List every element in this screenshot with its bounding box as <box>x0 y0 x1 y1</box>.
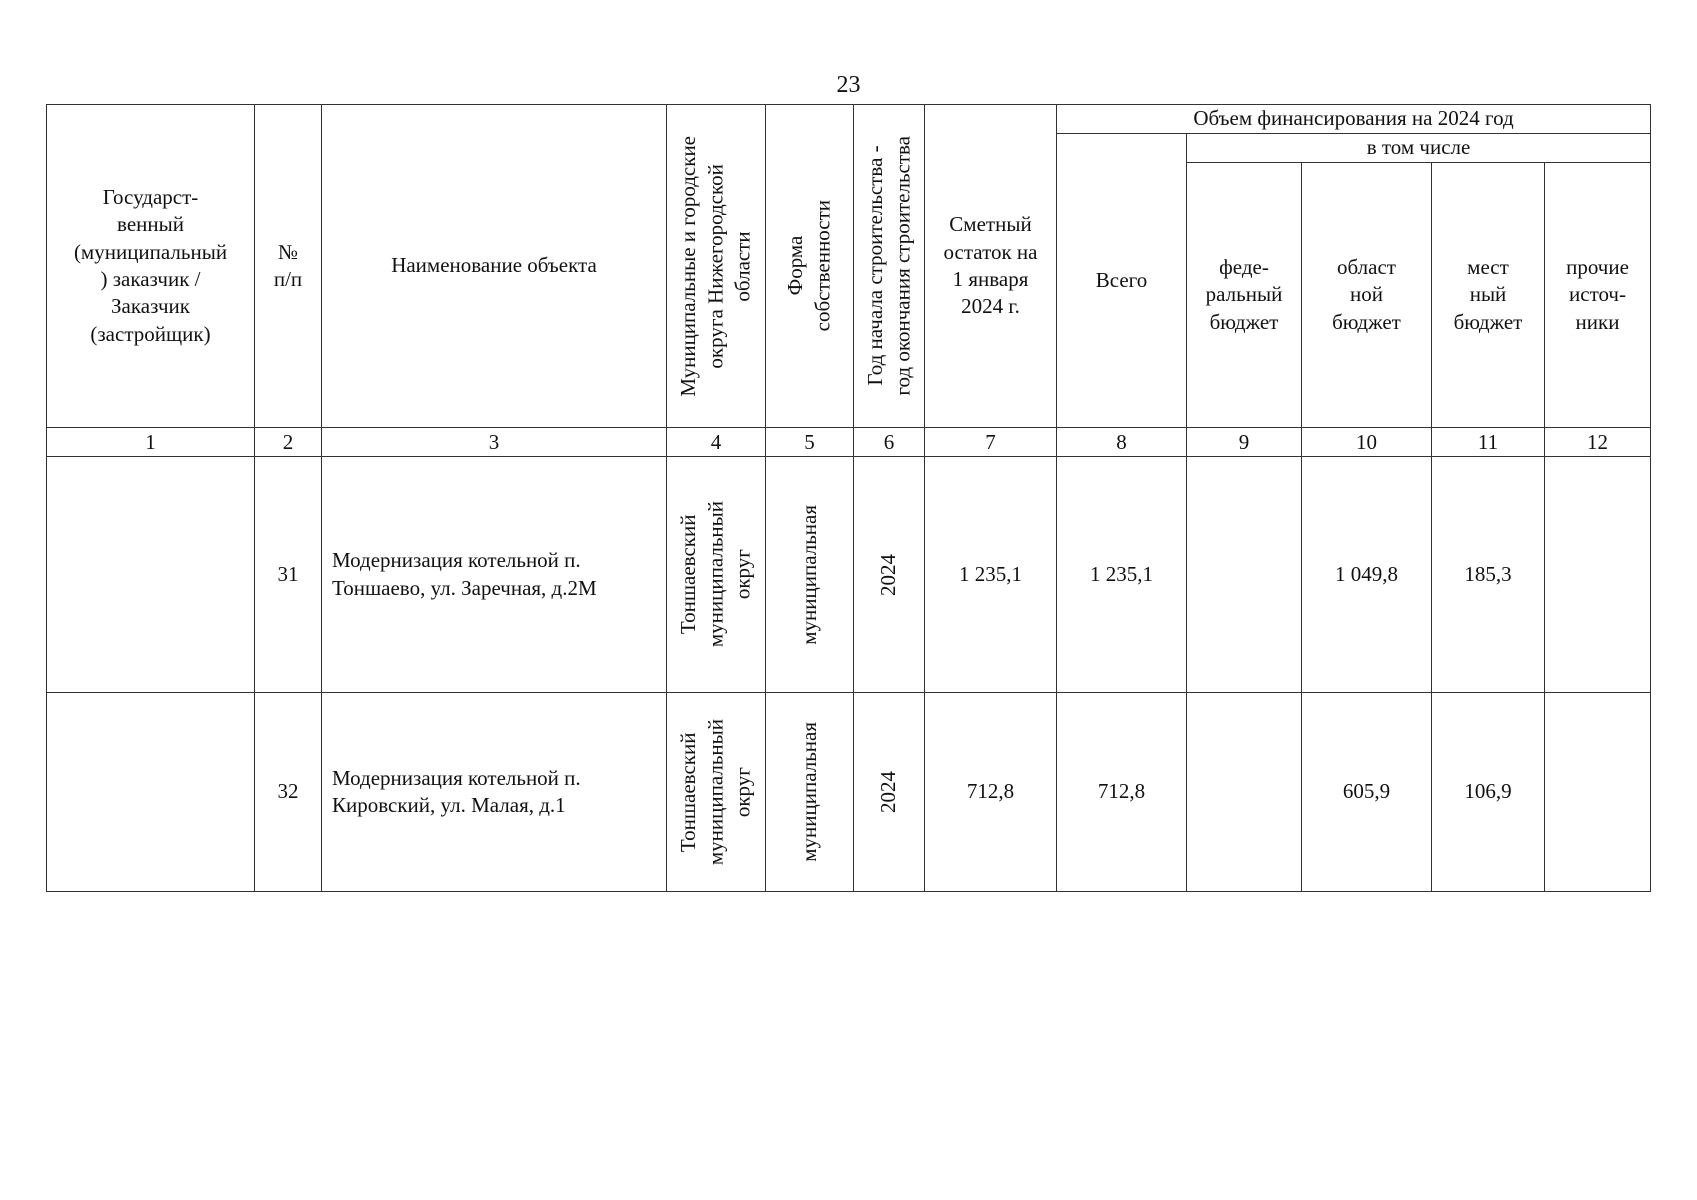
cell-estimate-balance: 712,8 <box>925 693 1057 892</box>
cell-regional: 1 049,8 <box>1302 457 1432 693</box>
cell-number: 32 <box>255 693 322 892</box>
header-federal: феде- ральный бюджет <box>1187 163 1302 428</box>
header-customer: Государст- венный (муниципальный ) заказчик / Заказчик (застройщик) <box>47 105 255 428</box>
header-total: Всего <box>1057 134 1187 428</box>
cell-local: 106,9 <box>1432 693 1545 892</box>
cell-municipality: Тоншаевский муниципальный округ <box>667 693 766 892</box>
table-row <box>47 693 1651 892</box>
column-number: 3 <box>322 428 667 457</box>
page-number: 23 <box>836 72 861 98</box>
cell-customer <box>47 693 255 892</box>
cell-years: 2024 <box>854 693 925 892</box>
column-number: 6 <box>854 428 925 457</box>
funding-table <box>46 104 1651 892</box>
cell-municipality: Тоншаевский муниципальный округ <box>667 457 766 693</box>
cell-local: 185,3 <box>1432 457 1545 693</box>
column-number: 8 <box>1057 428 1187 457</box>
column-number: 12 <box>1545 428 1651 457</box>
header-including: в том числе <box>1187 134 1651 163</box>
header-regional: област ной бюджет <box>1302 163 1432 428</box>
cell-other <box>1545 693 1651 892</box>
column-number-row <box>47 428 1651 457</box>
column-number: 4 <box>667 428 766 457</box>
cell-other <box>1545 457 1651 693</box>
header-object-name: Наименование объекта <box>322 105 667 428</box>
cell-years: 2024 <box>854 457 925 693</box>
cell-federal <box>1187 457 1302 693</box>
cell-federal <box>1187 693 1302 892</box>
column-number: 9 <box>1187 428 1302 457</box>
header-ownership: Форма собственности <box>766 105 854 428</box>
column-number: 5 <box>766 428 854 457</box>
cell-regional: 605,9 <box>1302 693 1432 892</box>
cell-customer <box>47 457 255 693</box>
cell-total: 1 235,1 <box>1057 457 1187 693</box>
column-number: 1 <box>47 428 255 457</box>
cell-number: 31 <box>255 457 322 693</box>
header-municipality: Муниципальные и городские округа Нижегородской области <box>667 105 766 428</box>
header-funding-group: Объем финансирования на 2024 год <box>1057 105 1651 134</box>
header-other: прочие источ- ники <box>1545 163 1651 428</box>
cell-total: 712,8 <box>1057 693 1187 892</box>
header-estimate-balance: Сметный остаток на 1 января 2024 г. <box>925 105 1057 428</box>
header-local: мест ный бюджет <box>1432 163 1545 428</box>
column-number: 10 <box>1302 428 1432 457</box>
cell-ownership: муниципальная <box>766 693 854 892</box>
column-number: 11 <box>1432 428 1545 457</box>
table-row <box>47 457 1651 693</box>
cell-object-name: Модернизация котельной п. Кировский, ул. Малая, д.1 <box>322 693 667 892</box>
column-number: 2 <box>255 428 322 457</box>
header-number: № п/п <box>255 105 322 428</box>
cell-object-name: Модернизация котельной п. Тоншаево, ул. Заречная, д.2М <box>322 457 667 693</box>
header-years: Год начала строительства - год окончания строительства <box>854 105 925 428</box>
column-number: 7 <box>925 428 1057 457</box>
cell-estimate-balance: 1 235,1 <box>925 457 1057 693</box>
cell-ownership: муниципальная <box>766 457 854 693</box>
